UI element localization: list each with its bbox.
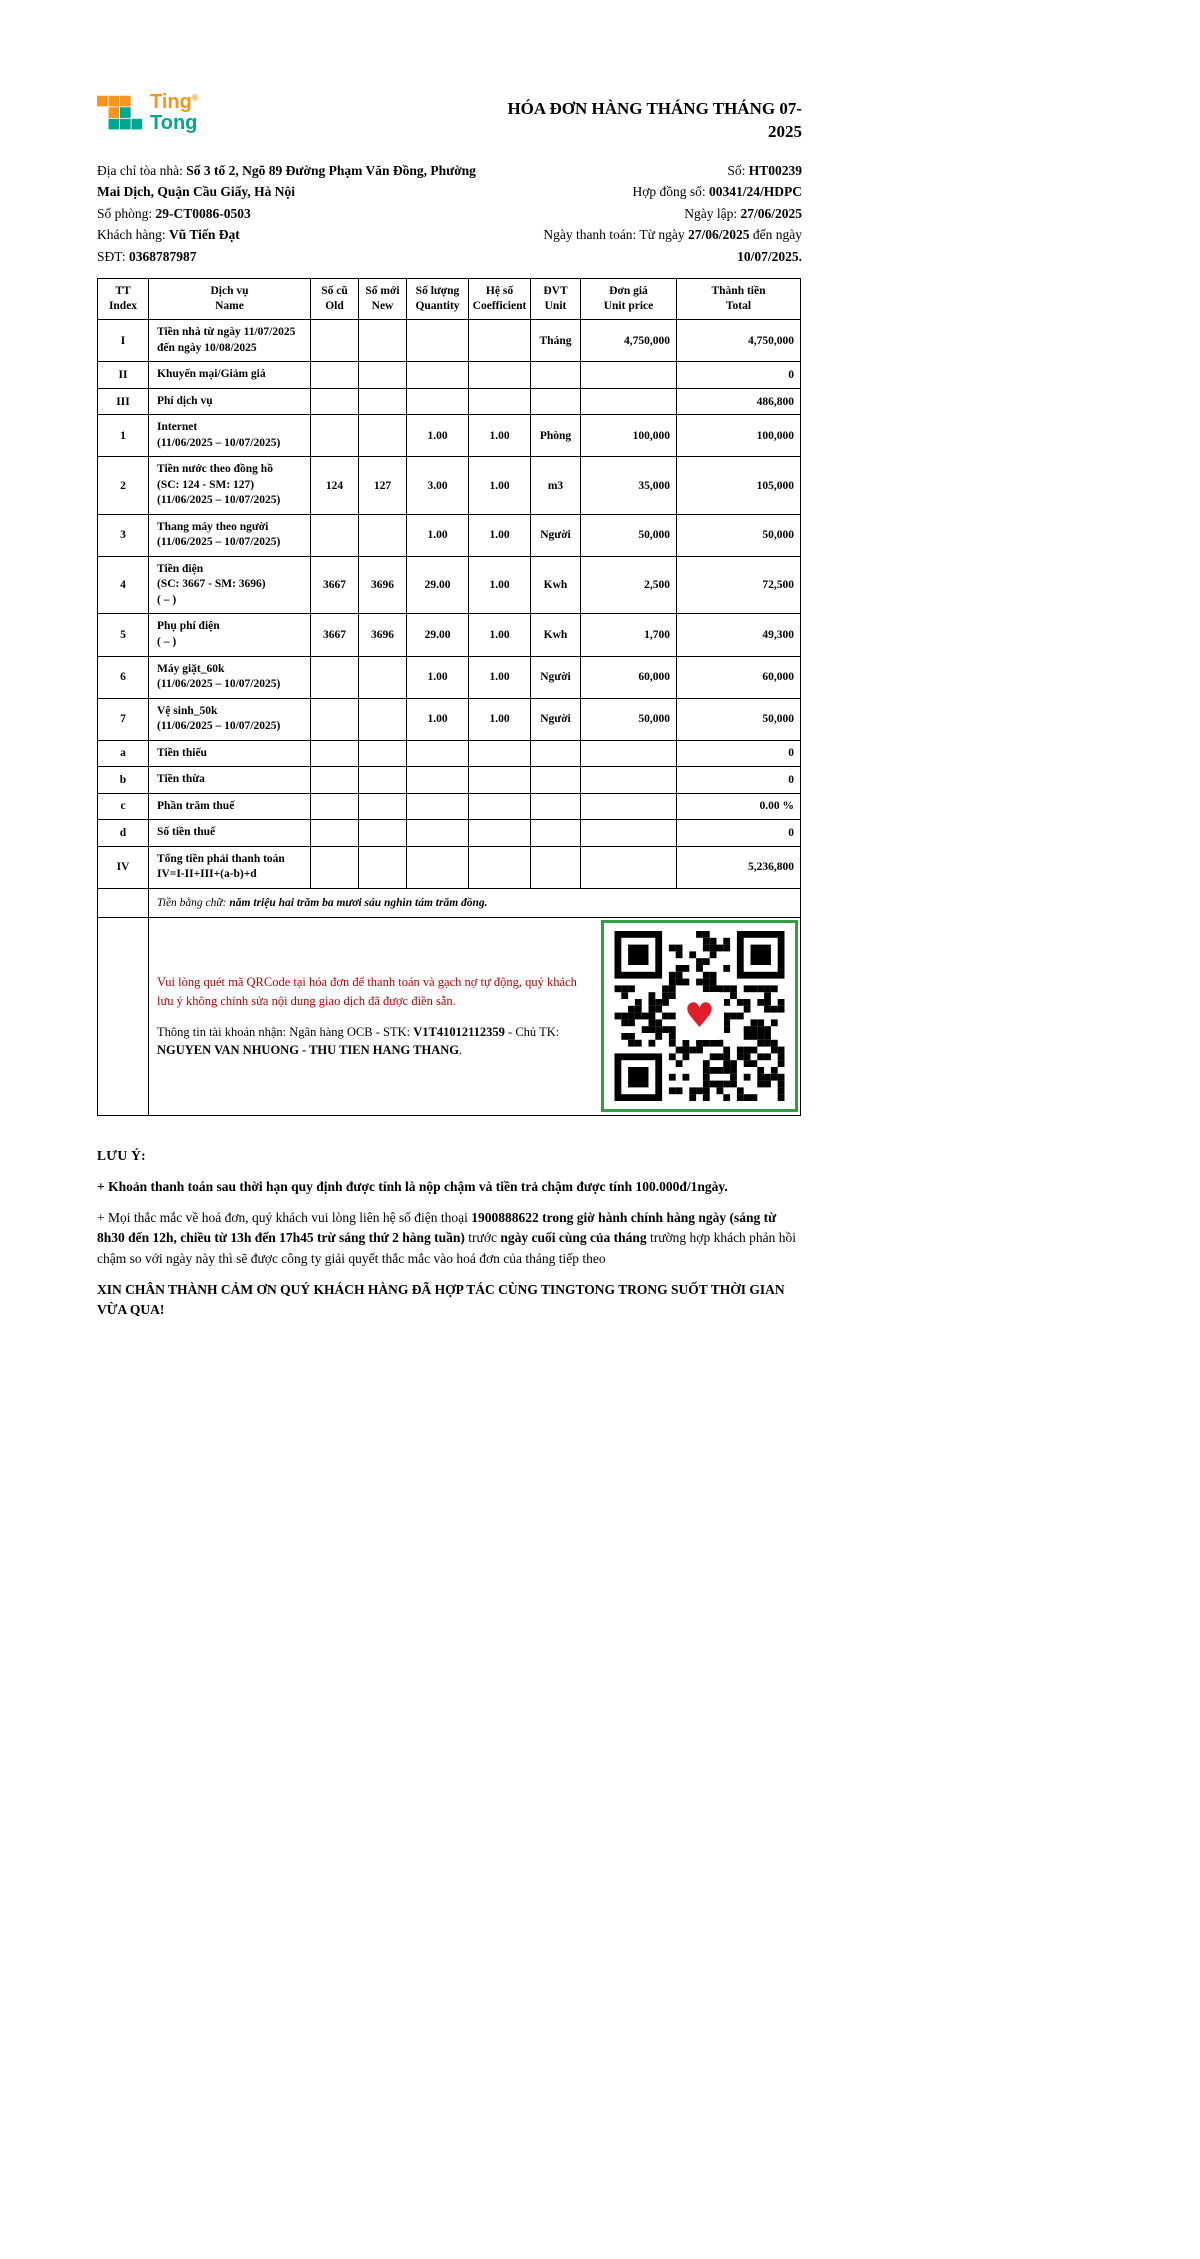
cell-service-name: Số tiền thuế xyxy=(149,820,311,847)
cell-coef: 1.00 xyxy=(469,514,531,556)
cell-index: a xyxy=(98,740,149,767)
cell-qty: 1.00 xyxy=(407,698,469,740)
cell-unit: Người xyxy=(531,698,581,740)
service-row xyxy=(98,820,801,847)
cell-service-name: Tiền thiếu xyxy=(149,740,311,767)
logo-ting: Ting xyxy=(150,91,192,113)
cell-service-name: Tiền nước theo đồng hồ (SC: 124 - SM: 127) (11/06/2025 – 10/07/2025) xyxy=(149,457,311,515)
customer-phone: SĐT: 0368787987 xyxy=(97,248,197,264)
amount-in-words-label: Tiền bằng chữ: xyxy=(157,896,230,909)
cell-price xyxy=(581,793,677,820)
cell-price: 2,500 xyxy=(581,556,677,614)
service-row xyxy=(98,740,801,767)
cell-coef: 1.00 xyxy=(469,415,531,457)
col-header-unit: ĐVT Unit xyxy=(531,279,581,320)
cell-unit xyxy=(531,846,581,888)
service-row xyxy=(98,656,801,698)
cell-total: 0 xyxy=(677,362,801,389)
amount-in-words-cell xyxy=(149,888,801,917)
cell-coef: 1.00 xyxy=(469,656,531,698)
cell-old xyxy=(311,320,359,362)
cell-unit xyxy=(531,740,581,767)
cell-price: 4,750,000 xyxy=(581,320,677,362)
cell-new: 3696 xyxy=(359,614,407,656)
col-header-old: Số cũ Old xyxy=(311,279,359,320)
tingtong-logo xyxy=(97,92,199,134)
table-header-row xyxy=(98,279,801,320)
invoice-info xyxy=(97,160,802,268)
cell-service-name: Tiền nhà từ ngày 11/07/2025 đến ngày 10/08/2025 xyxy=(149,320,311,362)
cell-new xyxy=(359,656,407,698)
cell-new xyxy=(359,793,407,820)
payment-instructions xyxy=(149,973,601,1059)
cell-total: 72,500 xyxy=(677,556,801,614)
service-row xyxy=(98,415,801,457)
cell-price xyxy=(581,820,677,847)
cell-old: 3667 xyxy=(311,614,359,656)
cell-qty: 1.00 xyxy=(407,514,469,556)
cell-price: 50,000 xyxy=(581,514,677,556)
room-number: Số phòng: 29-CT0086-0503 xyxy=(97,205,251,221)
cell-qty xyxy=(407,767,469,794)
col-header-service: Dịch vụ Name xyxy=(149,279,311,320)
cell-price xyxy=(581,388,677,415)
cell-qty: 1.00 xyxy=(407,656,469,698)
cell-total: 49,300 xyxy=(677,614,801,656)
cell-index: b xyxy=(98,767,149,794)
cell-price: 100,000 xyxy=(581,415,677,457)
col-header-index: TT Index xyxy=(98,279,149,320)
service-row xyxy=(98,767,801,794)
cell-price: 50,000 xyxy=(581,698,677,740)
cell-coef xyxy=(469,740,531,767)
col-header-unit-price: Đơn giá Unit price xyxy=(581,279,677,320)
cell-old xyxy=(311,846,359,888)
cell-qty xyxy=(407,740,469,767)
cell-old xyxy=(311,820,359,847)
cell-new xyxy=(359,320,407,362)
cell-total: 0.00 % xyxy=(677,793,801,820)
bank-account-info: Thông tin tài khoản nhận: Ngân hàng OCB - STK: V1T41012112359 - Chủ TK: NGUYEN VAN NHUONG - THU TIEN HANG THANG. xyxy=(157,1024,560,1057)
qr-code xyxy=(601,920,798,1112)
cell-coef xyxy=(469,767,531,794)
registered-mark: ® xyxy=(191,92,199,103)
cell-old xyxy=(311,656,359,698)
cell-index: c xyxy=(98,793,149,820)
invoice-info-right xyxy=(487,160,802,268)
hotline-note: + Mọi thắc mắc về hoá đơn, quý khách vui lòng liên hệ số điện thoại 1900888622 trong giờ hành chính hàng ngày (sáng từ 8h30 đến 12h, chiều từ 13h đến 17h45 trừ sáng thứ 2 hàng tuần) trước ngày cuối cùng của tháng trường hợp khách phản hồi chậm so với ngày này thì sẽ được công ty giải quyết thắc mắc vào hoá đơn của tháng tiếp theo xyxy=(97,1210,797,1266)
cell-old: 124 xyxy=(311,457,359,515)
cell-new xyxy=(359,362,407,389)
cell-new: 3696 xyxy=(359,556,407,614)
cell-coef: 1.00 xyxy=(469,556,531,614)
cell-old xyxy=(311,415,359,457)
col-header-coefficient: Hệ số Coefficient xyxy=(469,279,531,320)
cell-qty xyxy=(407,388,469,415)
cell-coef xyxy=(469,388,531,415)
notes-heading: LƯU Ý: xyxy=(97,1147,146,1163)
cell-qty xyxy=(407,793,469,820)
amount-in-words-value: năm triệu hai trăm ba mươi sáu nghìn tám trăm đồng. xyxy=(229,896,488,909)
cell-qty xyxy=(407,820,469,847)
cell-index: III xyxy=(98,388,149,415)
cell-total: 0 xyxy=(677,740,801,767)
invoice-header xyxy=(97,92,802,144)
cell-service-name: Phí dịch vụ xyxy=(149,388,311,415)
service-rows xyxy=(98,320,801,888)
cell-new xyxy=(359,698,407,740)
cell-index: IV xyxy=(98,846,149,888)
cell-qty: 3.00 xyxy=(407,457,469,515)
cell-service-name: Máy giặt_60k (11/06/2025 – 10/07/2025) xyxy=(149,656,311,698)
amount-in-words-row xyxy=(98,888,801,917)
late-payment-note: + Khoản thanh toán sau thời hạn quy định được tính là nộp chậm và tiền trả chậm được tính 100.000đ/1ngày. xyxy=(97,1178,728,1194)
service-row xyxy=(98,320,801,362)
cell-service-name: Vệ sinh_50k (11/06/2025 – 10/07/2025) xyxy=(149,698,311,740)
cell-qty xyxy=(407,846,469,888)
service-row xyxy=(98,698,801,740)
qr-scan-instruction: Vui lòng quét mã QRCode tại hóa đơn để thanh toán và gạch nợ tự động, quý khách lưu ý không chỉnh sửa nội dung giao dịch đã được điền sẵn. xyxy=(157,975,577,1008)
cell-old xyxy=(311,388,359,415)
cell-coef xyxy=(469,362,531,389)
cell-unit: Phòng xyxy=(531,415,581,457)
cell-coef xyxy=(469,820,531,847)
cell-total: 0 xyxy=(677,820,801,847)
cell-coef: 1.00 xyxy=(469,698,531,740)
cell-index: II xyxy=(98,362,149,389)
cell-service-name: Tiền điện (SC: 3667 - SM: 3696) ( – ) xyxy=(149,556,311,614)
cell-qty: 29.00 xyxy=(407,556,469,614)
cell-unit xyxy=(531,820,581,847)
cell-old xyxy=(311,740,359,767)
customer-name: Khách hàng: Vũ Tiến Đạt xyxy=(97,227,240,243)
col-header-quantity: Số lượng Quantity xyxy=(407,279,469,320)
cell-price: 1,700 xyxy=(581,614,677,656)
cell-price xyxy=(581,846,677,888)
tingtong-logo-icon xyxy=(97,93,143,133)
payment-due-date: Ngày thanh toán: Từ ngày 27/06/2025 đến ngày 10/07/2025. xyxy=(543,227,802,264)
cell-price: 60,000 xyxy=(581,656,677,698)
summary-rows xyxy=(98,888,801,1115)
tingtong-logo-text xyxy=(150,92,199,134)
cell-unit: Người xyxy=(531,514,581,556)
cell-old xyxy=(311,793,359,820)
invoice-number: Số: HT00239 xyxy=(727,162,802,178)
cell-service-name: Phụ phí điện ( – ) xyxy=(149,614,311,656)
cell-unit xyxy=(531,793,581,820)
cell-index: I xyxy=(98,320,149,362)
logo-tong: Tong xyxy=(150,112,198,134)
cell-old xyxy=(311,698,359,740)
qr-payment-row xyxy=(98,917,801,1115)
cell-old xyxy=(311,362,359,389)
cell-index xyxy=(98,917,149,1115)
cell-unit: Kwh xyxy=(531,614,581,656)
service-row xyxy=(98,388,801,415)
service-row xyxy=(98,556,801,614)
issue-date: Ngày lập: 27/06/2025 xyxy=(684,205,802,221)
cell-old: 3667 xyxy=(311,556,359,614)
col-header-total: Thành tiền Total xyxy=(677,279,801,320)
cell-coef xyxy=(469,846,531,888)
cell-qty xyxy=(407,362,469,389)
cell-index: 6 xyxy=(98,656,149,698)
account-number: V1T41012112359 xyxy=(413,1024,505,1039)
hotline-number: 1900888622 trong giờ hành chính hàng ngày (sáng từ 8h30 đến 12h, chiều từ 13h đến 17h45 trừ sáng thứ 2 hàng tuần) xyxy=(97,1210,777,1246)
cell-coef: 1.00 xyxy=(469,457,531,515)
cell-new xyxy=(359,767,407,794)
account-holder: NGUYEN VAN NHUONG - THU TIEN HANG THANG xyxy=(157,1042,460,1057)
invoice-info-left xyxy=(97,160,487,268)
cell-index: 2 xyxy=(98,457,149,515)
cell-coef xyxy=(469,320,531,362)
footer-notes xyxy=(97,1146,802,1321)
cell-total: 0 xyxy=(677,767,801,794)
cell-index: 4 xyxy=(98,556,149,614)
cell-index: 3 xyxy=(98,514,149,556)
cell-service-name: Khuyến mại/Giảm giá xyxy=(149,362,311,389)
cell-total: 50,000 xyxy=(677,514,801,556)
cell-old xyxy=(311,514,359,556)
invoice-title xyxy=(507,92,802,144)
cell-index: 7 xyxy=(98,698,149,740)
cell-new: 127 xyxy=(359,457,407,515)
cell-total: 60,000 xyxy=(677,656,801,698)
cell-new xyxy=(359,514,407,556)
cell-unit: Tháng xyxy=(531,320,581,362)
service-row xyxy=(98,793,801,820)
cell-index: d xyxy=(98,820,149,847)
service-row xyxy=(98,514,801,556)
cell-unit: m3 xyxy=(531,457,581,515)
cell-index: 5 xyxy=(98,614,149,656)
cell-price: 35,000 xyxy=(581,457,677,515)
cell-total: 4,750,000 xyxy=(677,320,801,362)
invoice-table xyxy=(97,278,801,1115)
invoice-title-line2: 2025 xyxy=(768,121,802,141)
cell-qty xyxy=(407,320,469,362)
invoice-content xyxy=(97,92,802,1331)
cell-service-name: Phần trăm thuế xyxy=(149,793,311,820)
cell-service-name: Thang máy theo người (11/06/2025 – 10/07/2025) xyxy=(149,514,311,556)
cell-coef: 1.00 xyxy=(469,614,531,656)
cell-unit xyxy=(531,362,581,389)
service-row xyxy=(98,362,801,389)
cell-price xyxy=(581,362,677,389)
cell-qty: 1.00 xyxy=(407,415,469,457)
cell-index: 1 xyxy=(98,415,149,457)
cell-new xyxy=(359,740,407,767)
service-row xyxy=(98,846,801,888)
cell-total: 50,000 xyxy=(677,698,801,740)
cell-unit: Người xyxy=(531,656,581,698)
invoice-title-line1: HÓA ĐƠN HÀNG THÁNG THÁNG 07- xyxy=(507,99,802,118)
cell-old xyxy=(311,767,359,794)
cell-service-name: Internet (11/06/2025 – 10/07/2025) xyxy=(149,415,311,457)
qr-center-heart-icon: ♥ xyxy=(676,992,724,1040)
cell-new xyxy=(359,415,407,457)
cell-new xyxy=(359,820,407,847)
service-row xyxy=(98,614,801,656)
cell-unit: Kwh xyxy=(531,556,581,614)
cell-total: 105,000 xyxy=(677,457,801,515)
cell-new xyxy=(359,388,407,415)
thank-you-note: XIN CHÂN THÀNH CẢM ƠN QUÝ KHÁCH HÀNG ĐÃ HỢP TÁC CÙNG TINGTONG TRONG SUỐT THỜI GIAN VỪA QUA! xyxy=(97,1281,785,1318)
cell-price xyxy=(581,767,677,794)
qr-payment-cell xyxy=(149,917,801,1115)
contract-number: Hợp đồng số: 00341/24/HDPC xyxy=(632,184,802,200)
cell-total: 100,000 xyxy=(677,415,801,457)
cell-index xyxy=(98,888,149,917)
cell-qty: 29.00 xyxy=(407,614,469,656)
cell-service-name: Tiền thừa xyxy=(149,767,311,794)
building-address-line1: Địa chỉ tòa nhà: Số 3 tổ 2, Ngõ 89 Đường Phạm Văn Đồng, Phường xyxy=(97,162,476,178)
cell-price xyxy=(581,740,677,767)
service-row xyxy=(98,457,801,515)
cell-new xyxy=(359,846,407,888)
cell-total: 5,236,800 xyxy=(677,846,801,888)
cell-unit xyxy=(531,388,581,415)
cell-coef xyxy=(469,793,531,820)
cell-service-name: Tổng tiền phải thanh toán IV=I-II+III+(a-b)+d xyxy=(149,846,311,888)
col-header-new: Số mới New xyxy=(359,279,407,320)
cell-total: 486,800 xyxy=(677,388,801,415)
building-address-line2: Mai Dịch, Quận Cầu Giấy, Hà Nội xyxy=(97,184,296,200)
cell-unit xyxy=(531,767,581,794)
